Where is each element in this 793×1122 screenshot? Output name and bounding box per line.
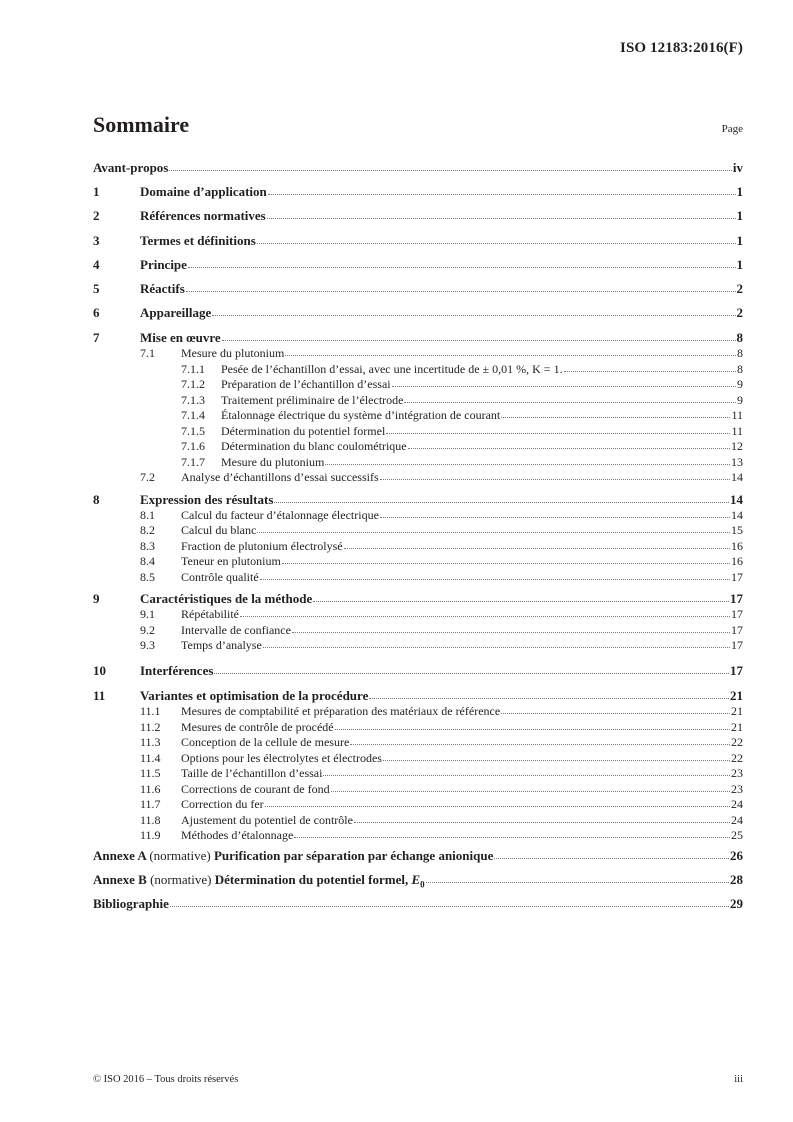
- toc-entry[interactable]: [93, 607, 743, 623]
- toc-entry-title: Options pour les électrolytes et électrodes: [181, 750, 382, 765]
- toc-entry[interactable]: [93, 828, 743, 844]
- toc-entry[interactable]: [93, 735, 743, 751]
- toc-page-number: 14: [730, 491, 743, 507]
- toc-entry[interactable]: [93, 180, 743, 204]
- toc-entry[interactable]: [93, 813, 743, 829]
- toc-entry-title: Mesures de comptabilité et préparation des matériaux de référence: [181, 704, 501, 718]
- toc-entry[interactable]: [93, 704, 743, 720]
- dot-leader: [188, 266, 736, 268]
- toc-page-number: 22: [731, 750, 743, 765]
- toc-section-number: 10: [93, 662, 106, 678]
- toc-section-number: 7.2: [140, 470, 155, 485]
- toc-page-number: 21: [731, 719, 743, 734]
- toc-entry[interactable]: [93, 570, 743, 586]
- annex-title: Détermination du potentiel formel,: [214, 871, 412, 887]
- dot-leader: [169, 169, 732, 171]
- toc-entry-title: Conception de la cellule de mesure: [181, 735, 350, 749]
- toc-entry-title: Taille de l’échantillon d’essai: [181, 766, 323, 780]
- toc-entry[interactable]: [93, 362, 743, 378]
- toc-section-number: 7.1.6: [181, 439, 205, 454]
- dot-leader: [501, 712, 730, 714]
- toc-entry[interactable]: [93, 554, 743, 570]
- toc-entry-annex-b[interactable]: [93, 868, 743, 892]
- dot-leader: [240, 615, 730, 617]
- toc-section-number: 11.8: [140, 812, 161, 827]
- toc-page-number: 2: [736, 305, 743, 321]
- dot-leader: [263, 646, 730, 648]
- toc-page-number: 17: [731, 622, 743, 637]
- toc-section-number: 4: [93, 256, 100, 272]
- toc-entry[interactable]: [93, 523, 743, 539]
- toc-entry-title: Mesure du plutonium: [181, 346, 285, 361]
- dot-leader: [323, 774, 730, 776]
- toc-entry-title: Pesée de l’échantillon d’essai, avec une incertitude de ± 0,01 %, K = 1.: [221, 361, 563, 376]
- toc-page-number: 17: [730, 591, 743, 607]
- dot-leader: [404, 401, 736, 403]
- toc-entry[interactable]: [93, 408, 743, 424]
- toc-entry-title: Calcul du facteur d’étalonnage électrique: [181, 507, 379, 522]
- toc-entry-title: Analyse d’échantillons d’essai successifs: [181, 470, 379, 485]
- toc-entry[interactable]: [93, 797, 743, 813]
- toc-entry-title: Répétabilité: [181, 607, 239, 622]
- toc-page-number: 24: [731, 797, 743, 811]
- toc-entry-title: Traitement préliminaire de l’électrode: [221, 392, 404, 407]
- dot-leader: [380, 516, 730, 518]
- dot-leader: [335, 728, 730, 730]
- toc-page-number: 8: [737, 346, 743, 361]
- toc-entry[interactable]: [93, 751, 743, 767]
- toc-entry[interactable]: [93, 229, 743, 253]
- toc-entry-title: Bibliographie: [93, 895, 169, 911]
- toc-section-number: 11.3: [140, 735, 161, 749]
- dot-leader: [285, 354, 736, 356]
- title-row: [93, 112, 743, 138]
- toc-entry[interactable]: [93, 539, 743, 555]
- toc-entry[interactable]: [93, 470, 743, 486]
- toc-page-number: 17: [731, 638, 743, 653]
- dot-leader: [274, 501, 729, 503]
- toc-entry[interactable]: [93, 687, 743, 704]
- toc-entry-title: Mise en œuvre: [140, 330, 221, 346]
- dot-leader: [564, 370, 736, 372]
- dot-leader: [257, 242, 736, 244]
- dot-leader: [426, 881, 729, 883]
- toc-entry[interactable]: [93, 204, 743, 228]
- annex-title: Purification par séparation par échange anionique: [213, 847, 494, 863]
- document-id: ISO 12183:2016(F): [620, 40, 743, 56]
- toc-section-number: 11.4: [140, 750, 161, 765]
- toc-section-number: 11.5: [140, 766, 161, 780]
- toc-page-number: 12: [731, 439, 743, 454]
- toc-entry-title: Mesure du plutonium: [221, 454, 325, 469]
- toc-page-number: 9: [737, 377, 743, 392]
- dot-leader: [380, 478, 730, 480]
- toc-section-number: 11.6: [140, 781, 161, 796]
- toc-entry-title: Références normatives: [140, 208, 266, 224]
- toc-page-number: 26: [730, 847, 743, 863]
- toc-page-number: 8: [737, 361, 743, 376]
- toc-section-number: 8.3: [140, 538, 155, 553]
- toc-page-number: 23: [731, 781, 743, 796]
- toc-section-number: 11: [93, 688, 106, 703]
- toc-entry[interactable]: [93, 782, 743, 798]
- dot-leader: [294, 836, 730, 838]
- toc-page-number: 8: [736, 330, 743, 346]
- toc-section-number: 7.1.5: [181, 423, 205, 438]
- toc-entry-title: Variantes et optimisation de la procédure: [140, 688, 369, 703]
- toc-page-number: 15: [731, 523, 743, 538]
- toc-entry-title: Interférences: [140, 662, 214, 678]
- toc-section-number: 11.9: [140, 828, 161, 842]
- toc-section-number: 9: [93, 591, 100, 607]
- annex-qualifier: (normative): [150, 871, 212, 887]
- dot-leader: [265, 805, 730, 807]
- table-of-contents: [93, 156, 743, 916]
- toc-entry[interactable]: [93, 424, 743, 440]
- toc-page-number: 28: [730, 871, 743, 887]
- toc-page-number: 1: [736, 256, 743, 272]
- toc-page-number: 11: [731, 423, 743, 438]
- toc-section-number: 8.5: [140, 569, 155, 584]
- toc-page-number: 17: [731, 569, 743, 584]
- toc-section-number: 7: [93, 330, 100, 346]
- toc-entry[interactable]: [93, 491, 743, 508]
- toc-page-number: 24: [731, 812, 743, 827]
- toc-entry[interactable]: [93, 766, 743, 782]
- toc-entry-title: Fraction de plutonium électrolysé: [181, 538, 343, 553]
- toc-section-number: 2: [93, 208, 100, 224]
- page-title: Sommaire: [93, 112, 190, 137]
- toc-section-number: 1: [93, 184, 100, 200]
- toc-entry-title: Avant-propos: [93, 160, 169, 175]
- toc-entry[interactable]: [93, 156, 743, 180]
- toc-entry-title: Correction du fer: [181, 797, 264, 811]
- dot-leader: [282, 562, 730, 564]
- dot-leader: [212, 314, 735, 316]
- dot-leader: [354, 821, 730, 823]
- toc-entry[interactable]: [93, 253, 743, 277]
- dot-leader: [325, 463, 730, 465]
- toc-section-number: 9.2: [140, 622, 155, 637]
- toc-page-number: 16: [731, 554, 743, 569]
- dot-leader: [292, 631, 730, 633]
- toc-entry-title: Corrections de courant de fond: [181, 781, 330, 796]
- toc-page-number: 13: [731, 454, 743, 469]
- dot-leader: [408, 447, 730, 449]
- page-column-header: Page: [721, 123, 743, 135]
- toc-entry-title: Caractéristiques de la méthode: [140, 591, 313, 607]
- toc-entry-title: Domaine d’application: [140, 184, 267, 200]
- toc-section-number: 7.1.2: [181, 377, 205, 392]
- dot-leader: [501, 416, 730, 418]
- toc-section-number: 8.2: [140, 523, 155, 538]
- toc-entry[interactable]: [93, 301, 743, 325]
- dot-leader: [386, 432, 730, 434]
- toc-page-number: 1: [736, 232, 743, 248]
- toc-page-number: 17: [731, 607, 743, 622]
- page-number: iii: [734, 1074, 743, 1085]
- toc-entry-title: Temps d’analyse: [181, 638, 262, 653]
- toc-section-number: 11.1: [140, 704, 161, 718]
- dot-leader: [260, 578, 730, 580]
- dot-leader: [344, 547, 730, 549]
- toc-entry-title: Appareillage: [140, 305, 212, 321]
- toc-page-number: 23: [731, 766, 743, 780]
- toc-entry[interactable]: [93, 455, 743, 471]
- dot-leader: [268, 193, 736, 195]
- toc-entry-title: Réactifs: [140, 280, 185, 296]
- toc-page-number: 14: [731, 507, 743, 522]
- toc-section-number: 7.1.1: [181, 361, 205, 376]
- dot-leader: [392, 385, 736, 387]
- toc-entry[interactable]: [93, 329, 743, 346]
- toc-entry-annex-a[interactable]: [93, 844, 743, 868]
- dot-leader: [383, 759, 730, 761]
- toc-page-number: iv: [732, 160, 743, 175]
- toc-entry[interactable]: [93, 508, 743, 524]
- dot-leader: [331, 790, 730, 792]
- toc-section-number: 9.3: [140, 638, 155, 653]
- page-footer: [93, 1074, 743, 1085]
- dot-leader: [222, 339, 736, 341]
- toc-entry[interactable]: [93, 393, 743, 409]
- toc-section-number: 8.4: [140, 554, 155, 569]
- toc-entry[interactable]: [93, 277, 743, 301]
- dot-leader: [267, 217, 736, 219]
- toc-section-number: 11.7: [140, 797, 161, 811]
- toc-entry-title: Mesures de contrôle de procédé: [181, 719, 334, 734]
- toc-section-number: 8: [93, 491, 100, 507]
- toc-entry-title: Calcul du blanc: [181, 523, 257, 538]
- toc-page-number: 22: [731, 735, 743, 749]
- toc-entry[interactable]: [93, 590, 743, 607]
- toc-entry-title: Principe: [140, 256, 187, 272]
- toc-entry[interactable]: [93, 346, 743, 362]
- formula-symbol: E: [411, 871, 421, 887]
- toc-entry-title: Détermination du blanc coulométrique: [221, 439, 407, 454]
- toc-entry-title: Teneur en plutonium: [181, 554, 281, 569]
- toc-page-number: 14: [731, 470, 743, 485]
- toc-section-number: 7.1.4: [181, 408, 205, 423]
- toc-entry-title: Étalonnage électrique du système d’intégration de courant: [221, 408, 501, 423]
- toc-entry-title: Intervalle de confiance: [181, 622, 291, 637]
- annex-label: Annexe B: [93, 871, 147, 887]
- toc-page-number: 1: [736, 184, 743, 200]
- dot-leader: [170, 905, 729, 907]
- toc-entry[interactable]: [93, 623, 743, 639]
- toc-entry-title: Expression des résultats: [140, 491, 274, 507]
- toc-section-number: 6: [93, 305, 100, 321]
- toc-page-number: 1: [736, 208, 743, 224]
- toc-section-number: 9.1: [140, 607, 155, 622]
- copyright-notice: © ISO 2016 – Tous droits réservés: [93, 1074, 239, 1085]
- toc-page-number: 21: [731, 704, 743, 718]
- toc-section-number: 3: [93, 232, 100, 248]
- dot-leader: [369, 697, 729, 699]
- toc-entry[interactable]: [93, 720, 743, 736]
- toc-entry-title: Détermination du potentiel formel: [221, 423, 386, 438]
- dot-leader: [350, 743, 730, 745]
- dot-leader: [186, 290, 736, 292]
- toc-section-number: 7.1.7: [181, 454, 205, 469]
- toc-page-number: 11: [731, 408, 743, 423]
- toc-entry[interactable]: [93, 377, 743, 393]
- toc-page-number: 21: [730, 688, 743, 703]
- toc-entry[interactable]: [93, 638, 743, 654]
- toc-section-number: 11.2: [140, 719, 161, 734]
- toc-entry-title: Méthodes d’étalonnage: [181, 828, 294, 842]
- dot-leader: [214, 672, 729, 674]
- toc-section-number: 5: [93, 280, 100, 296]
- annex-label: Annexe A: [93, 847, 147, 863]
- toc-section-number: 7.1.3: [181, 392, 205, 407]
- toc-entry-title: Contrôle qualité: [181, 569, 259, 584]
- dot-leader: [313, 600, 729, 602]
- toc-section-number: 8.1: [140, 507, 155, 522]
- toc-page-number: 16: [731, 538, 743, 553]
- formula-subscript: 0: [420, 879, 425, 890]
- toc-page-number: 25: [731, 828, 743, 842]
- toc-entry-title: Préparation de l’échantillon d’essai: [221, 377, 391, 392]
- toc-page-number: 9: [737, 392, 743, 407]
- dot-leader: [494, 857, 729, 859]
- toc-entry-title: Ajustement du potentiel de contrôle: [181, 812, 353, 827]
- toc-page-number: 17: [730, 662, 743, 678]
- annex-qualifier: (normative): [149, 847, 211, 863]
- toc-section-number: 7.1: [140, 346, 155, 361]
- dot-leader: [257, 531, 730, 533]
- toc-entry-title: Termes et définitions: [140, 232, 256, 248]
- toc-page-number: 29: [730, 895, 743, 911]
- toc-entry[interactable]: [93, 659, 743, 683]
- toc-page-number: 2: [736, 280, 743, 296]
- toc-entry[interactable]: [93, 439, 743, 455]
